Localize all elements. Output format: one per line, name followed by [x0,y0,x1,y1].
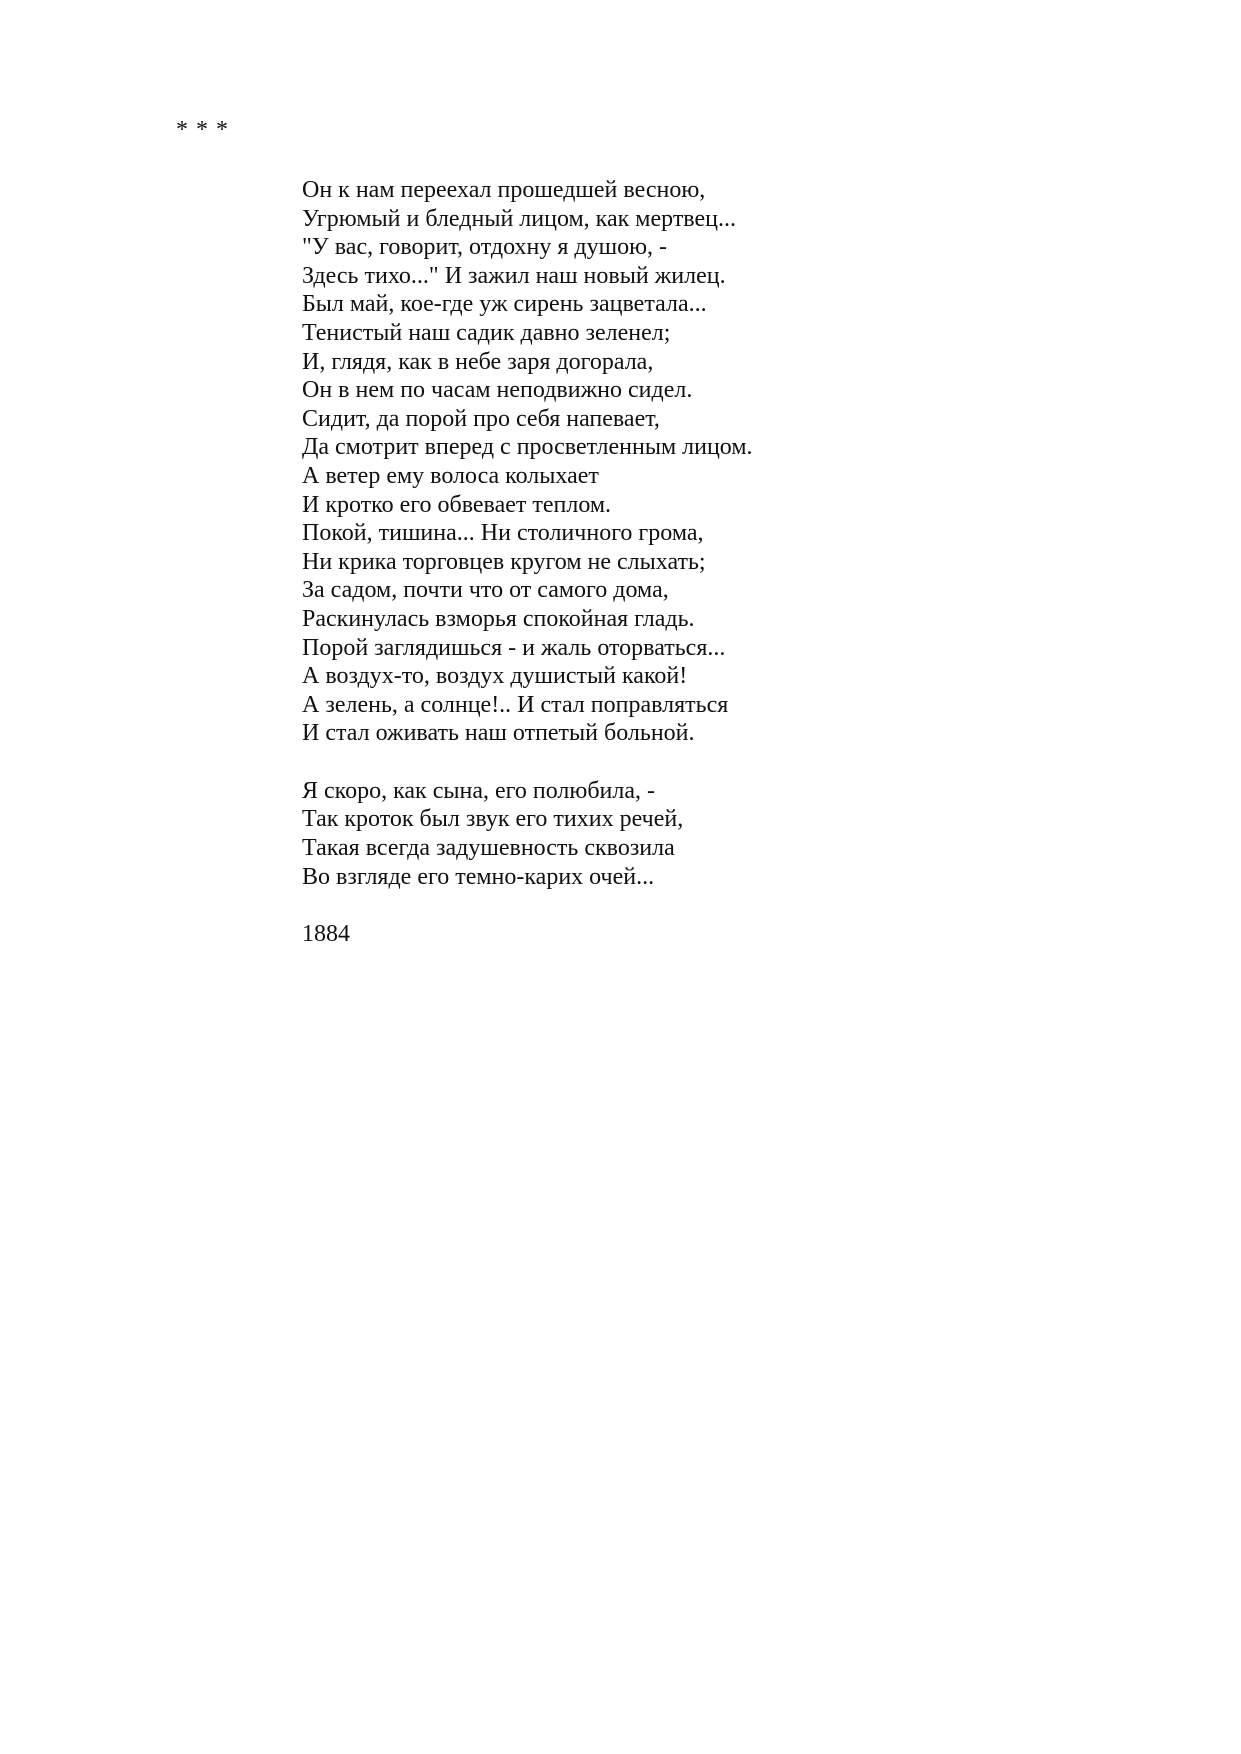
poem-line: Угрюмый и бледный лицом, как мертвец... [302,205,736,232]
poem-line: Был май, кое-где уж сирень зацветала... [302,291,707,318]
poem-line: Он к нам переехал прошедшей весною, [302,177,706,203]
poem-line: А зелень, а солнце!.. И стал поправляться [302,691,729,718]
poem-line: Раскинулась взморья спокойная гладь. [302,605,695,632]
poem-line: Покой, тишина... Ни столичного грома, [302,520,704,547]
stanza-1 [302,176,1102,748]
poem-line: И кротко его обвевает теплом. [302,491,612,518]
poem-line: Здесь тихо..." И зажил наш новый жилец. [302,262,726,289]
poem-line: Порой заглядишься - и жаль оторваться... [302,634,726,661]
poem [302,176,1102,949]
poem-line: Он в нем по часам неподвижно сидел. [302,377,693,404]
stanza-2 [302,777,1102,891]
poem-line: "У вас, говорит, отдохну я душою, - [302,234,668,261]
poem-line: Сидит, да порой про себя напевает, [302,405,660,432]
poem-year: 1884 [302,921,350,948]
poem-line: Такая всегда задушевность сквозила [302,835,675,862]
poem-line: И стал оживать наш отпетый больной. [302,720,695,747]
poem-line: За садом, почти что от самого дома, [302,577,669,604]
section-separator: * * * [176,117,229,143]
poem-line: Ни крика торговцев кругом не слыхать; [302,548,706,575]
poem-line: А ветер ему волоса колыхает [302,462,599,489]
poem-line: Тенистый наш садик давно зеленел; [302,319,671,346]
poem-line: И, глядя, как в небе заря догорала, [302,348,654,375]
poem-line: Так кроток был звук его тихих речей, [302,806,684,833]
poem-line: Во взгляде его темно-карих очей... [302,863,655,890]
poem-line: Да смотрит вперед с просветленным лицом. [302,434,753,461]
poem-line: Я скоро, как сына, его полюбила, - [302,777,655,804]
poem-line: А воздух-то, воздух душистый какой! [302,663,688,690]
